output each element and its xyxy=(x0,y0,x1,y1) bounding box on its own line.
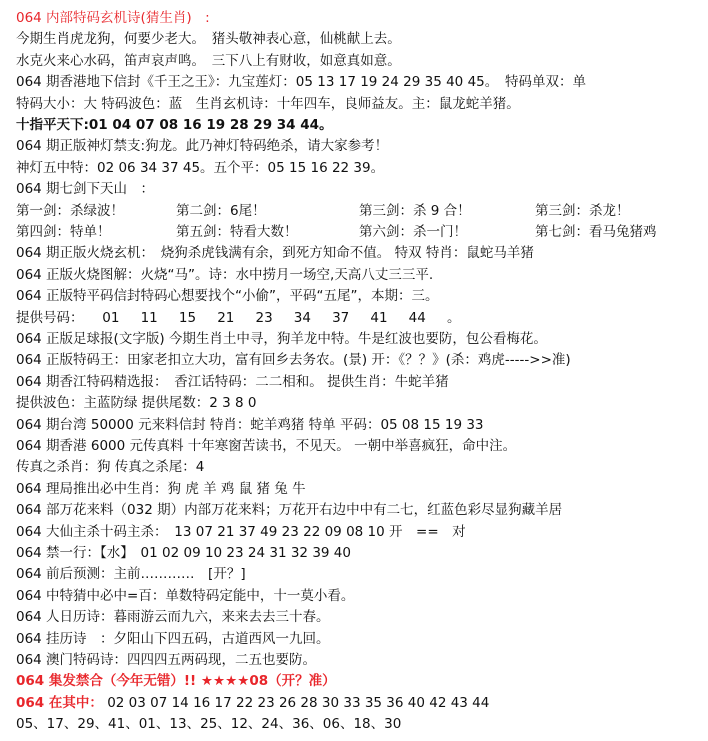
highlight-suffix: 08（开？准） xyxy=(249,673,336,690)
text-line: 064 正版火烧图解：火烧“马”。诗：水中捞月一场空,天高八丈三三平. xyxy=(16,266,434,283)
sword-row-2 xyxy=(16,222,702,243)
text-line: 064 大仙主杀十码主杀： 13 07 21 37 49 23 22 09 08 10 开 == 对 xyxy=(16,523,466,540)
text-line: 064 期香江特码精选报： 香江话特码：二二相和。 提供生肖：牛蛇羊猪 xyxy=(16,373,449,390)
text-line: 064 期正版神灯禁支:狗龙。此乃神灯特码绝杀，请大家参考！ xyxy=(16,138,389,155)
sword-item: 第三剑：杀龙！ xyxy=(535,202,630,219)
number-cell: 34 xyxy=(293,309,311,326)
text-line: 064 正版特平码信封特码心想要找个“小偷”，平码“五尾”，本期：三。 xyxy=(16,288,439,305)
number-cell: 23 xyxy=(255,309,273,326)
text-line: 064 澳门特码诗：四四四五两码现，二五也要防。 xyxy=(16,652,317,668)
text-line: 064 理局推出必中生肖：狗 虎 羊 鸡 鼠 猪 兔 牛 xyxy=(16,480,306,497)
sword-item: 第三剑：杀 9 合！ xyxy=(359,202,471,219)
number-cell: 44 xyxy=(408,309,426,326)
sword-row-1 xyxy=(16,201,702,222)
text-line: 064 期香港地下信封《千王之王》：九宝莲灯：05 13 17 19 24 29 35 40 45。 特码单双：单 xyxy=(16,74,586,91)
sword-item: 第六剑：杀一门！ xyxy=(359,224,467,240)
text-line: 064 期香港 6000 元传真料 十年寒窗苦读书，不见天。 一朝中举喜疯狂，命中注。 xyxy=(16,438,517,454)
number-cell: 41 xyxy=(370,309,388,326)
period-mark: 。 xyxy=(446,309,461,326)
text-line: 064 人日历诗：暮雨游云而九六，来来去去三十春。 xyxy=(16,609,330,626)
text-line: 064 期七剑下天山 ： xyxy=(16,181,155,198)
number-cell: 37 xyxy=(332,309,350,326)
text-line: 十指平天下:01 04 07 08 16 19 28 29 34 44。 xyxy=(16,117,333,133)
heading-line: 064 内部特码玄机诗(猜生肖) : xyxy=(16,10,210,26)
sword-item: 第二剑：6尾！ xyxy=(176,202,266,219)
numbers-line xyxy=(16,693,702,714)
number-cell: 01 xyxy=(102,309,120,326)
text-line: 05、17、29、41、01、13、25、12、24、36、06、18、30 xyxy=(16,716,402,733)
sword-item: 第七剑：看马兔猪鸡 xyxy=(535,224,657,240)
numbers-list: 02 03 07 14 16 17 22 23 26 28 30 33 35 36 40 42 43 44 xyxy=(107,694,490,711)
text-line: 064 期正版火烧玄机： 烧狗杀虎钱满有余，到死方知命不值。 特双 特肖：鼠蛇马羊猪 xyxy=(16,245,534,262)
number-cell: 15 xyxy=(178,309,197,326)
text-line: 064 正版特码王：田家老扣立大功，富有回乡去务农。(景) 开：《？？》(杀：鸡虎----->>准) xyxy=(16,352,571,369)
star-rating: ★★★★ xyxy=(200,673,250,690)
sword-item: 第五剑：特看大数！ xyxy=(176,224,298,240)
numbers-label: 064 在其中： xyxy=(16,694,103,711)
text-line: 传真之杀肖：狗 传真之杀尾：4 xyxy=(16,459,205,476)
row-label: 提供号码： xyxy=(16,309,84,326)
text-line: 064 前后预测：主前………… [开？] xyxy=(16,566,246,583)
text-line: 064 挂历诗 ：夕阳山下四五码，古道西风一九回。 xyxy=(16,630,330,647)
text-line: 特码大小：大 特码波色：蓝 生肖玄机诗：十年四车，良师益友。主：鼠龙蛇羊猪。 xyxy=(16,95,520,112)
number-cell: 11 xyxy=(140,309,158,326)
text-line: 水克火来心水码，笛声哀声鸣。 三下八上有财收，如意真如意。 xyxy=(16,52,401,69)
sword-item: 第一剑：杀绿波！ xyxy=(16,202,124,219)
text-line: 064 中特猜中必中=百：单数特码定能中，十一莫小看。 xyxy=(16,587,355,604)
number-cell: 21 xyxy=(217,309,235,326)
text-line: 今期生肖虎龙狗，何要少老大。 猪头敬神表心意，仙桃献上去。 xyxy=(16,31,401,48)
number-row xyxy=(16,308,702,329)
highlight-line xyxy=(16,671,702,692)
highlight-prefix: 064 集发禁合（今年无错）!! xyxy=(16,673,201,690)
text-line: 064 期台湾 50000 元来料信封 特肖：蛇羊鸡猪 特单 平码：05 08 15 19 33 xyxy=(16,416,484,433)
text-line: 提供波色：主蓝防绿 提供尾数：2 3 8 0 xyxy=(16,395,257,412)
text-line: 064 禁一行：【水】 01 02 09 10 23 24 31 32 39 40 xyxy=(16,545,351,561)
text-line: 神灯五中特：02 06 34 37 45。五个平：05 15 16 22 39。 xyxy=(16,159,385,176)
text-line: 064 正版足球报(文字版) 今期生肖土中寻，狗羊龙中特。牛是红波也要防，包公看梅花。 xyxy=(16,331,547,347)
sword-item: 第四剑：特单！ xyxy=(16,224,111,240)
text-line: 064 部万花来料（032 期）内部万花来料；万花开右边中中有二七，红蓝色彩尽显狗藏羊居 xyxy=(16,502,563,519)
